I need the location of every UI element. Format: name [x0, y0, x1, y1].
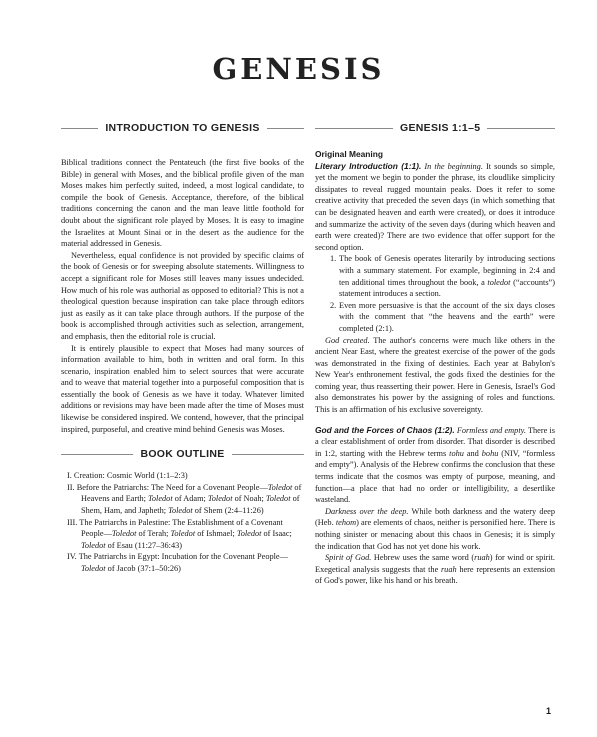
darkness-paragraph: Darkness over the deep. While both darkness and the watery deep (Heb. tehom) are elements of chaos, neither is personified here. There is nothing sinister or menacing about this chaos in Genesis; it is simply the indication that God has not yet done his work.: [315, 506, 555, 551]
book-outline-list: [61, 470, 304, 574]
book-title: GENESIS: [212, 52, 385, 86]
outline-item: III. The Patriarchs in Palestine: The Establishment of a Covenant People—Toledot of Terah; Toledot of Ishmael; Toledot of Isaac; Toledot of Esau (11:27–36:43): [67, 517, 292, 550]
god-created-paragraph: God created. The author's concerns were much like others in the ancient Near East, where the greatest exercise of the power of the gods was demonstrated in the fixing of destinies. Each year at Babylon's New Year's enthronement festival, the gods fixed the destinies for the coming year, thus reasserting their power. Here in Genesis, Israel's God also demonstrates his power by the assigning of roles and functions. This is an affirmation of his exclusive sovereignty.: [315, 335, 555, 415]
intro-paragraph: It is entirely plausible to expect that Moses had many sources of information available to him, both in written and oral form. In this scenario, inspiration enabled him to select sources that were accurate and to weave that material together into a purposeful composition that is essentially the book of Genesis as we have it today. Whatever limited additions or revisions may have been made after the time of Moses must likewise be considered inspired. We contend, however, that the principal inspired, purposeful, and creative mind behind Genesis was Moses.: [61, 343, 304, 434]
passage-heading: GENESIS 1:1–5: [315, 121, 555, 135]
intro-heading: INTRODUCTION TO GENESIS: [61, 121, 304, 135]
chaos-paragraph: God and the Forces of Chaos (1:2). Formless and empty. There is a clear establishment of order from disorder. That disorder is described in 1:2, starting with the Hebrew terms tohu and bohu (NIV, “formless and empty”). Analysis of the Hebrew confirms the conclusion that these terms indicate that the cosmos was empty of purpose, meaning, and function—a place that had no order or intelligibility, a desertlike wasteland.: [315, 424, 555, 505]
heading-rule: [61, 128, 98, 129]
outline-item: II. Before the Patriarchs: The Need for a Covenant People—Toledot of Heavens and Earth; Toledot of Adam; Toledot of Noah; Toledot of Shem, Ham, and Japheth; Toledot of Shem (2:4–11:26): [67, 482, 302, 516]
heading-rule: [267, 128, 304, 129]
page-number: 1: [546, 706, 552, 716]
intro-paragraph: Nevertheless, equal confidence is not provided by specific claims of the book of Genesis or for sweeping absolute statements. Willingness to accept a significant role for Moses still leaves many issues undecided. How much of his role was authorial as opposed to editorial? This is not a theological question because inspiration can take place through editors just as easily as it can take place through authors. If the purpose of the book is accomplished through activities such as selection, arrangement, and emphasis, then the editorial role is crucial.: [61, 250, 304, 341]
intro-body: [61, 157, 304, 435]
original-meaning-subheading: Original Meaning: [315, 149, 383, 159]
numbered-list: [315, 253, 555, 334]
spirit-paragraph: Spirit of God. Hebrew uses the same word (ruah) for wind or spirit. Exegetical analysis suggests that the ruah here represents an extension of God's power, like his hand or his breath.: [315, 553, 555, 586]
heading-rule: [61, 454, 133, 455]
intro-paragraph: Biblical traditions connect the Pentateuch (the first five books of the Bible) in general with Moses, and the biblical profile given of the man Moses makes him perfectly suited, indeed, a most logical candidate, to compile the book of Genesis. Acceptance, therefore, of the biblical traditions concerning the canon and the man leave little foothold for doubt about the significant role played by Moses. It is easy to imagine the Israelites at Mount Sinai or in the desert as the audience for the material addressed in Genesis.: [61, 158, 304, 249]
list-item: 2. Even more persuasive is that the account of the six days closes with the comment that “the heavens and the earth” were completed (2:1).: [330, 300, 556, 333]
outline-heading: BOOK OUTLINE: [61, 447, 304, 461]
heading-rule: [487, 128, 555, 129]
outline-item: I. Creation: Cosmic World (1:1–2:3): [67, 471, 188, 481]
heading-rule: [232, 454, 304, 455]
outline-item: IV. The Patriarchs in Egypt: Incubation for the Covenant People—Toledot of Jacob (37:1–50:26): [67, 552, 288, 573]
literary-intro-paragraph: Literary Introduction (1:1). In the beginning. It sounds so simple, yet the moment we begin to ponder the phrase, its cloudlike simplicity dissipates to reveal rugged mountain peaks. Does it refer to some creative activity that preceded the seven days (in which something that can be designated heaven and earth were created), or does it introduce and summarize the activity of the seven days (during which heaven and earth were created)? There are two evidence that offer support for the second option.: [315, 160, 555, 252]
right-column: [315, 121, 555, 587]
list-item: 1. The book of Genesis operates literarily by introducing sections with a summary statement. For example, beginning in 2:4 and ten additional times throughout the book, a toledot (“accounts”) statement introduces a section.: [330, 254, 555, 299]
left-column: [61, 121, 304, 575]
heading-rule: [315, 128, 393, 129]
